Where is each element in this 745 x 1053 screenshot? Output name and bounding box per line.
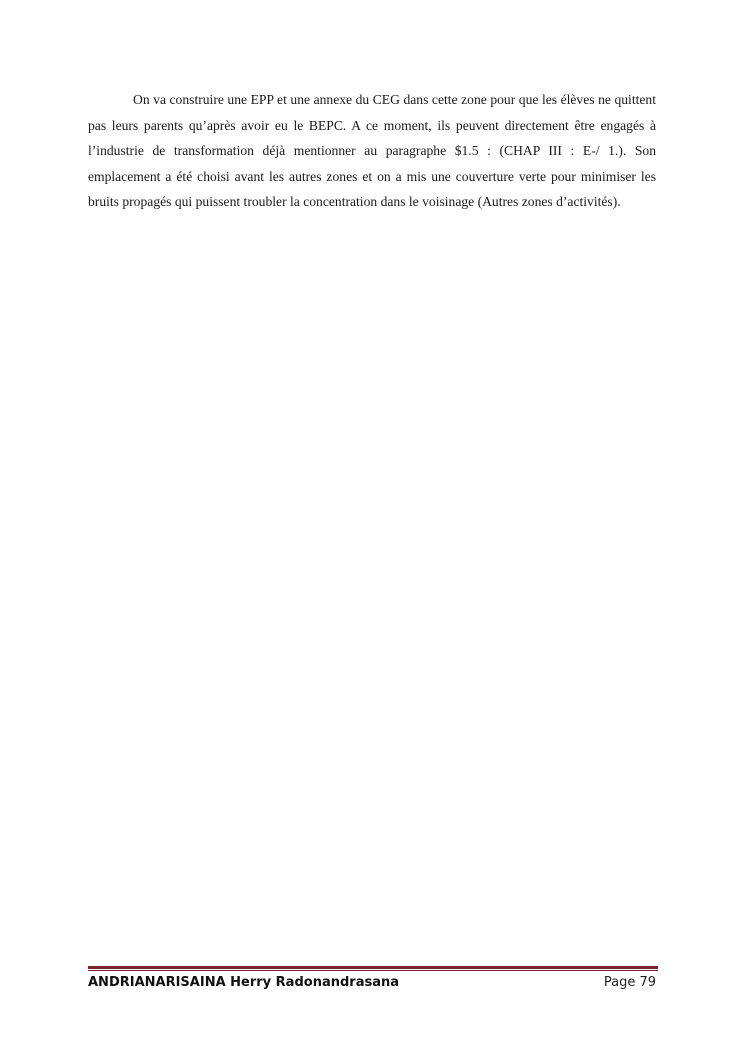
body-paragraph: On va construire une EPP et une annexe du CEG dans cette zone pour que les élèves ne quittent pas leurs parents qu’après avoir eu le BEPC. A ce moment, ils peuvent directement être engagés à l’industrie de transformation déjà mentionner au paragraphe $1.5 : (CHAP III : E-/ 1.). Son emplacement a été choisi avant les autres zones et on a mis une couverture verte pour minimiser les bruits propagés qui puissent troubler la concentration dans le voisinage (Autres zones d’activités).	[88, 92, 656, 210]
footer-rule	[88, 966, 658, 971]
footer-page-number: Page 79	[603, 975, 656, 990]
footer-rule-thin	[88, 970, 658, 971]
footer-author: ANDRIANARISAINA Herry Radonandrasana	[88, 975, 400, 990]
footer-rule-thick	[88, 966, 658, 969]
